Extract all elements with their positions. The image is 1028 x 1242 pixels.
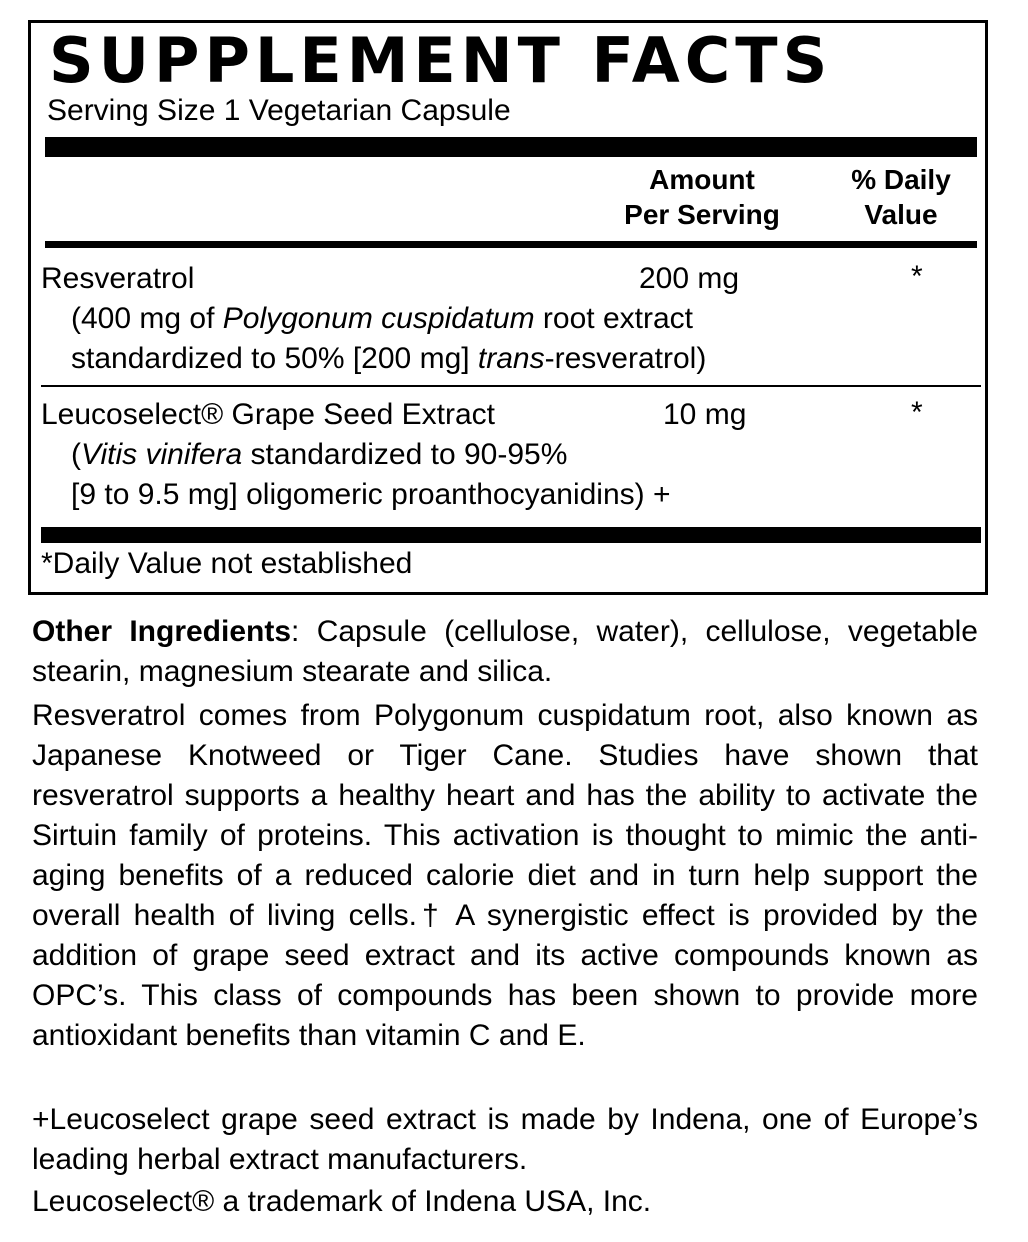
- ingredient-amount: 10 mg: [663, 398, 747, 431]
- leucoselect-note: +Leucoselect grape seed extract is made by Indena, one of Europe’s leading herbal extract manufacturers.: [32, 1103, 978, 1176]
- other-ingredients: [32, 612, 978, 692]
- other-ingredients-label: Other Ingredients: [32, 615, 292, 648]
- thick-divider-bottom: [41, 527, 981, 543]
- product-description: Resveratrol comes from Polygonum cuspidatum root, also known as Japanese Knotweed or Tiger Cane. Studies have shown that resveratrol supports a healthy heart and has the ability to activate the Sirtuin family of proteins. This activation is thought to mimic the anti-aging benefits of a reduced calorie diet and in turn help support the overall health of living cells.† A synergistic effect is provided by the addition of grape seed extract and its active compounds known as OPC’s. This class of compounds has been shown to provide more antioxidant benefits than vitamin C and E.: [32, 699, 978, 1052]
- header-amount-per-serving: Amount Per Serving: [624, 164, 780, 230]
- ingredient-amount: 200 mg: [639, 262, 740, 295]
- ingredient-detail: (Vitis vinifera standardized to 90-95%: [71, 438, 568, 471]
- supplement-facts-panel: [28, 20, 988, 595]
- serving-size: Serving Size 1 Vegetarian Capsule: [47, 94, 511, 127]
- other-ingredients-text: : Capsule (cellulose, water), cellulose, vegetable stearin, magnesium stearate and silica.: [32, 615, 978, 688]
- trademark-notice: Leucoselect® a trademark of Indena USA, Inc.: [32, 1185, 652, 1218]
- ingredient-name: Resveratrol: [41, 262, 195, 295]
- ingredient-detail: [9 to 9.5 mg] oligomeric proanthocyanidins) +: [71, 478, 671, 511]
- daily-value-footnote: *Daily Value not established: [41, 547, 413, 580]
- ingredient-row-resveratrol: [41, 259, 706, 379]
- header-daily-value: % Daily Value: [851, 164, 951, 230]
- ingredient-name: Leucoselect® Grape Seed Extract: [41, 398, 496, 431]
- divider-under-header: [45, 241, 977, 248]
- row-divider: [41, 385, 981, 387]
- ingredient-detail: (400 mg of Polygonum cuspidatum root extract: [71, 302, 693, 335]
- thick-divider-top: [45, 137, 977, 157]
- panel-title: SUPPLEMENT FACTS: [49, 24, 833, 97]
- ingredient-row-leucoselect: [41, 395, 671, 515]
- daily-value-marker: *: [911, 260, 923, 293]
- ingredient-detail: standardized to 50% [200 mg] trans-resveratrol): [71, 342, 707, 375]
- daily-value-marker: *: [911, 396, 923, 429]
